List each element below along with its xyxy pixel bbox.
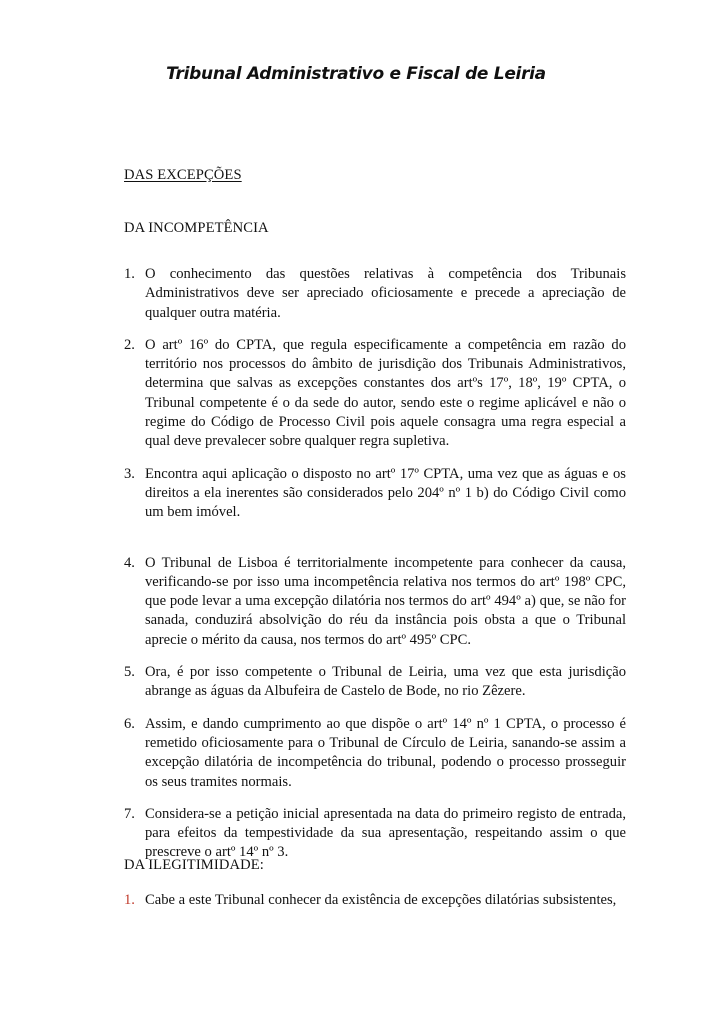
list-item: [124, 336, 626, 452]
list-item-text: Cabe a este Tribunal conhecer da existência de excepções dilatórias subsistentes,: [145, 892, 617, 908]
list-item-text: Assim, e dando cumprimento ao que dispõe o artº 14º nº 1 CPTA, o processo é remetido oficiosamente para o Tribunal de Círculo de Leiria, sanando-se assim a excepção dilatória de incompetência do tribunal, podendo o processo prosseguir os seus tramites normais.: [145, 715, 626, 790]
ilegitimidade-list: [124, 891, 626, 910]
list-item-number: 5.: [124, 664, 135, 681]
list-item-text: Encontra aqui aplicação o disposto no artº 17º CPTA, uma vez que as águas e os direitos a ela inerentes são considerados pelo 204º nº 1 b) do Código Civil como um bem imóvel.: [145, 465, 626, 521]
list-item-number: 3.: [124, 465, 135, 482]
list-item: [124, 465, 626, 523]
list-item-number: 2.: [124, 336, 135, 353]
list-item-text: Ora, é por isso competente o Tribunal de Leiria, uma vez que esta jurisdição abrange as águas da Albufeira de Castelo de Bode, no rio Zêzere.: [145, 664, 626, 700]
page-header: [0, 64, 728, 84]
list-item-text: O conhecimento das questões relativas à competência dos Tribunais Administrativos deve ser apreciado oficiosamente e precede a apreciação de qualquer outra matéria.: [145, 266, 626, 321]
list-item-text: O artº 16º do CPTA, que regula especificamente a competência em razão do território nos processos do âmbito de jurisdição dos Tribunais Administrativos, determina que salvas as excepções constantes dos artºs 17º, 18º, 19º CPTA, o Tribunal competente é o da sede do autor, sendo este o regime aplicável e não o regime do Código de Processo Civil pois aquele consagra uma regra especial a qual deve prevalecer sobre qualquer regra supletiva.: [145, 336, 626, 450]
list-item-text: O Tribunal de Lisboa é territorialmente incompetente para conhecer da causa, verificando-se por isso uma incompetência relativa nos termos do artº 198º CPC, que pode levar a uma excepção dilatória nos termos do artº 494º a) que, se não for sanada, conduzirá absolvição do réu da instância pois obsta a que o Tribunal aprecie o mérito da causa, nos termos do artº 495º CPC.: [145, 554, 626, 648]
list-item: [124, 715, 626, 792]
list-item: [124, 265, 626, 323]
list-item: [124, 663, 626, 702]
section-title-incompetencia: DA INCOMPETÊNCIA: [124, 220, 269, 236]
header-title: Tribunal Administrativo e Fiscal de Leiria: [166, 64, 546, 84]
list-item-text: Considera-se a petição inicial apresentada na data do primeiro registo de entrada, para efeitos da tempestividade da sua apresentação, respeitando assim o que prescreve o artº 14º nº 3.: [145, 805, 626, 861]
section-title-ilegitimidade: DA ILEGITIMIDADE:: [124, 857, 264, 873]
list-item: [124, 891, 626, 910]
list-item-number: 4.: [124, 554, 135, 571]
list-item-number: 1.: [124, 266, 135, 282]
list-item: [124, 805, 626, 863]
list-item-number: 6.: [124, 715, 135, 732]
section-title-excepcoes: DAS EXCEPÇÕES: [124, 167, 242, 183]
incompetencia-list: [124, 265, 626, 863]
list-item-number: 7.: [124, 805, 135, 822]
list-item-number: 1.: [124, 892, 135, 908]
list-item: [124, 554, 626, 650]
